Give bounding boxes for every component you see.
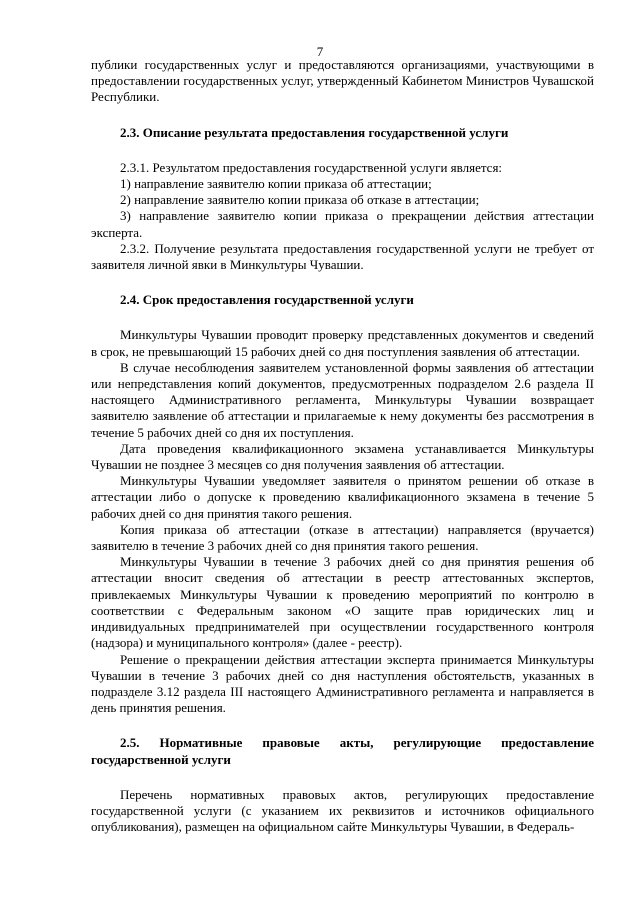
paragraph: Дата проведения квалификационного экзамена устанавливается Минкультуры Чувашии не позднее 3 месяцев со дня получения заявления об аттестации. [91, 440, 594, 473]
section-heading-2-3: 2.3. Описание результата предоставления государственной услуги [120, 124, 509, 140]
paragraph: 2.3.1. Результатом предоставления государственной услуги является: [120, 159, 503, 175]
page-number: 7 [316, 44, 324, 59]
document-body [91, 57, 594, 835]
paragraph: Копия приказа об аттестации (отказе в аттестации) направляется (вручается) заявителю в течение 3 рабочих дней со дня принятия такого решения. [91, 521, 594, 554]
paragraph: Минкультуры Чувашии в течение 3 рабочих дней со дня принятия решения об аттестации вносит сведения об аттестации в реестр аттестованных экспертов, привлекаемых Минкультуры Чувашии к проведению мероприятий по контролю в соответствии с Федеральным законом «О защите прав юридических лиц и индивидуальных предпринимателей при осуществлении государственного контроля (надзора) и муниципального контроля» (далее - реестр). [91, 554, 594, 651]
paragraph: Решение о прекращении действия аттестации эксперта принимается Минкультуры Чувашии в течение 3 рабочих дней со дня наступления обстоятельств, указанных в подразделе 3.12 раздела III настоящего Административного регламента и направляется в день принятия решения. [91, 651, 594, 716]
list-item: 1) направление заявителю копии приказа об аттестации; [120, 176, 432, 192]
section-heading-2-4: 2.4. Срок предоставления государственной услуги [120, 292, 414, 308]
paragraph: 2.3.2. Получение результата предоставления государственной услуги не требует от заявителя личной явки в Минкультуры Чувашии. [91, 240, 594, 273]
paragraph: Перечень нормативных правовых актов, регулирующих предоставление государственной услуги (с указанием их реквизитов и источников официального опубликования), размещен на официальном сайте Минкультуры Чувашии, в Федераль- [91, 786, 594, 835]
list-item: 2) направление заявителю копии приказа об отказе в аттестации; [120, 192, 480, 208]
paragraph: В случае несоблюдения заявителем установленной формы заявления об аттестации или непредставления копий документов, предусмотренных подразделом 2.6 раздела II настоящего Административного регламента, Минкультуры Чувашии возвращает заявителю заявление об аттестации и прилагаемые к нему документы без рассмотрения в течение 5 рабочих дней со дня их поступления. [91, 359, 594, 440]
list-item: 3) направление заявителю копии приказа о прекращении действия аттестации эксперта. [91, 208, 594, 240]
section-heading-2-5: 2.5. Нормативные правовые акты, регулирующие предоставление государственной услуги [91, 735, 594, 767]
paragraph: Минкультуры Чувашии проводит проверку представленных документов и сведений в срок, не превышающий 15 рабочих дней со дня поступления заявления об аттестации. [91, 327, 594, 359]
paragraph: Минкультуры Чувашии уведомляет заявителя о принятом решении об отказе в аттестации либо о допуске к проведению квалификационного экзамена в течение 5 рабочих дней со дня принятия такого решения. [91, 473, 594, 521]
intro-paragraph: публики государственных услуг и предоставляются организациями, участвующими в предоставлении государственных услуг, утвержденный Кабинетом Министров Чувашской Республики. [91, 57, 594, 105]
